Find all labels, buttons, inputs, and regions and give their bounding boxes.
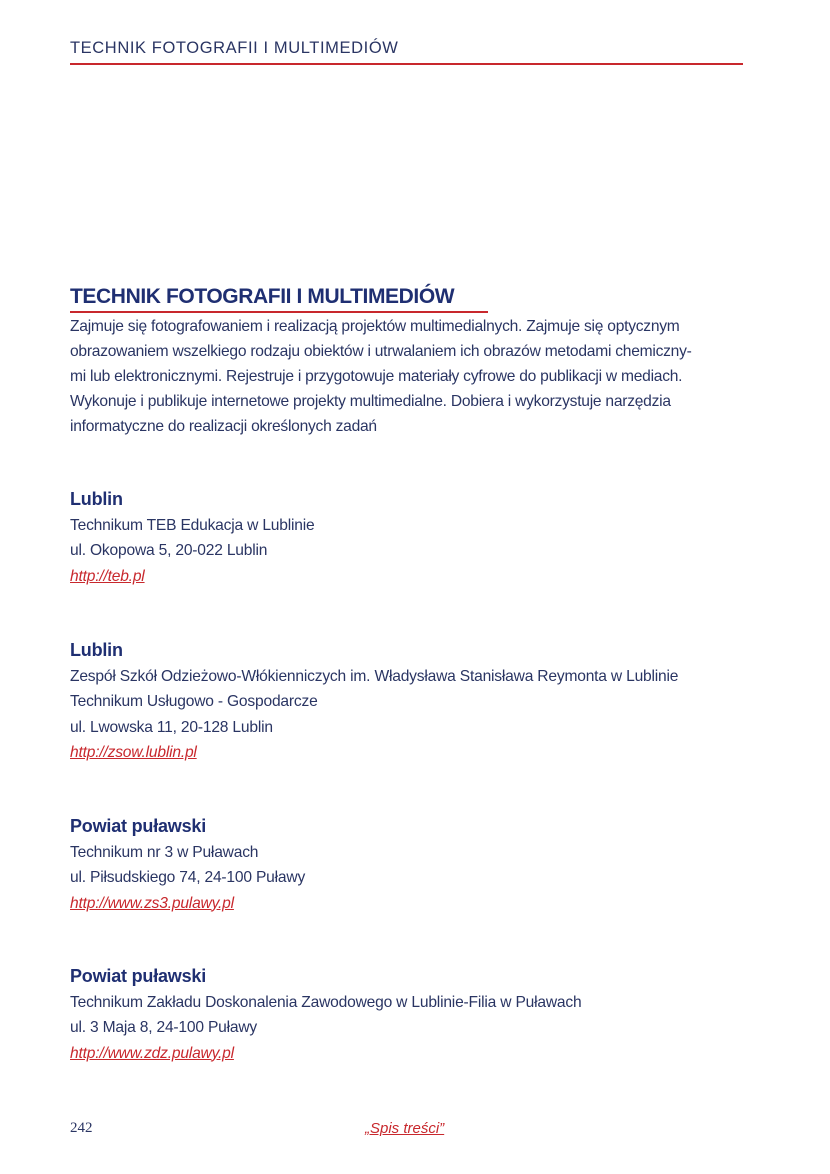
page-number: 242	[70, 1120, 93, 1136]
description-line: mi lub elektronicznymi. Rejestruje i przygotowuje materiały cyfrowe do publikacji w mediach.	[70, 368, 683, 385]
school-region: Powiat puławski	[70, 816, 207, 836]
section-title: TECHNIK FOTOGRAFII I MULTIMEDIÓW	[70, 285, 455, 308]
school-region: Lublin	[70, 640, 123, 660]
section-description	[70, 314, 692, 439]
school-entry	[70, 963, 581, 1066]
header-divider	[70, 63, 743, 65]
school-website-link[interactable]: http://www.zs3.pulawy.pl	[70, 894, 234, 912]
description-line: obrazowaniem wszelkiego rodzaju obiektów i utrwalaniem ich obrazów metodami chemiczny-	[70, 343, 692, 360]
table-of-contents-link[interactable]: „Spis treści”	[365, 1120, 445, 1137]
school-subname: Technikum Usługowo - Gospodarcze	[70, 693, 318, 711]
school-name: Zespół Szkół Odzieżowo-Włókienniczych im. Władysława Stanisława Reymonta w Lublinie	[70, 668, 679, 685]
school-address: ul. 3 Maja 8, 24-100 Puławy	[70, 1019, 258, 1037]
school-address: ul. Lwowska 11, 20-128 Lublin	[70, 718, 273, 736]
school-entry	[70, 813, 305, 916]
school-website-link[interactable]: http://zsow.lublin.pl	[70, 743, 197, 761]
school-name: Technikum TEB Edukacja w Lublinie	[70, 517, 315, 534]
school-website-link[interactable]: http://teb.pl	[70, 567, 145, 585]
school-entry	[70, 637, 678, 765]
school-entry	[70, 486, 314, 589]
school-website-link[interactable]: http://www.zdz.pulawy.pl	[70, 1044, 234, 1062]
description-line: Zajmuje się fotografowaniem i realizacją projektów multimedialnych. Zajmuje się optycznym	[70, 318, 680, 335]
school-name: Technikum Zakładu Doskonalenia Zawodowego w Lublinie-Filia w Puławach	[70, 994, 582, 1011]
school-region: Powiat puławski	[70, 966, 207, 986]
school-name: Technikum nr 3 w Puławach	[70, 844, 259, 861]
school-address: ul. Okopowa 5, 20-022 Lublin	[70, 542, 268, 560]
title-underline	[70, 311, 488, 313]
description-line: informatyczne do realizacji określonych zadań	[70, 418, 377, 435]
description-line: Wykonuje i publikuje internetowe projekty multimedialne. Dobiera i wykorzystuje narzędzia	[70, 393, 671, 410]
school-region: Lublin	[70, 489, 123, 509]
school-address: ul. Piłsudskiego 74, 24-100 Puławy	[70, 869, 306, 887]
running-header: TECHNIK FOTOGRAFII I MULTIMEDIÓW	[70, 39, 399, 57]
